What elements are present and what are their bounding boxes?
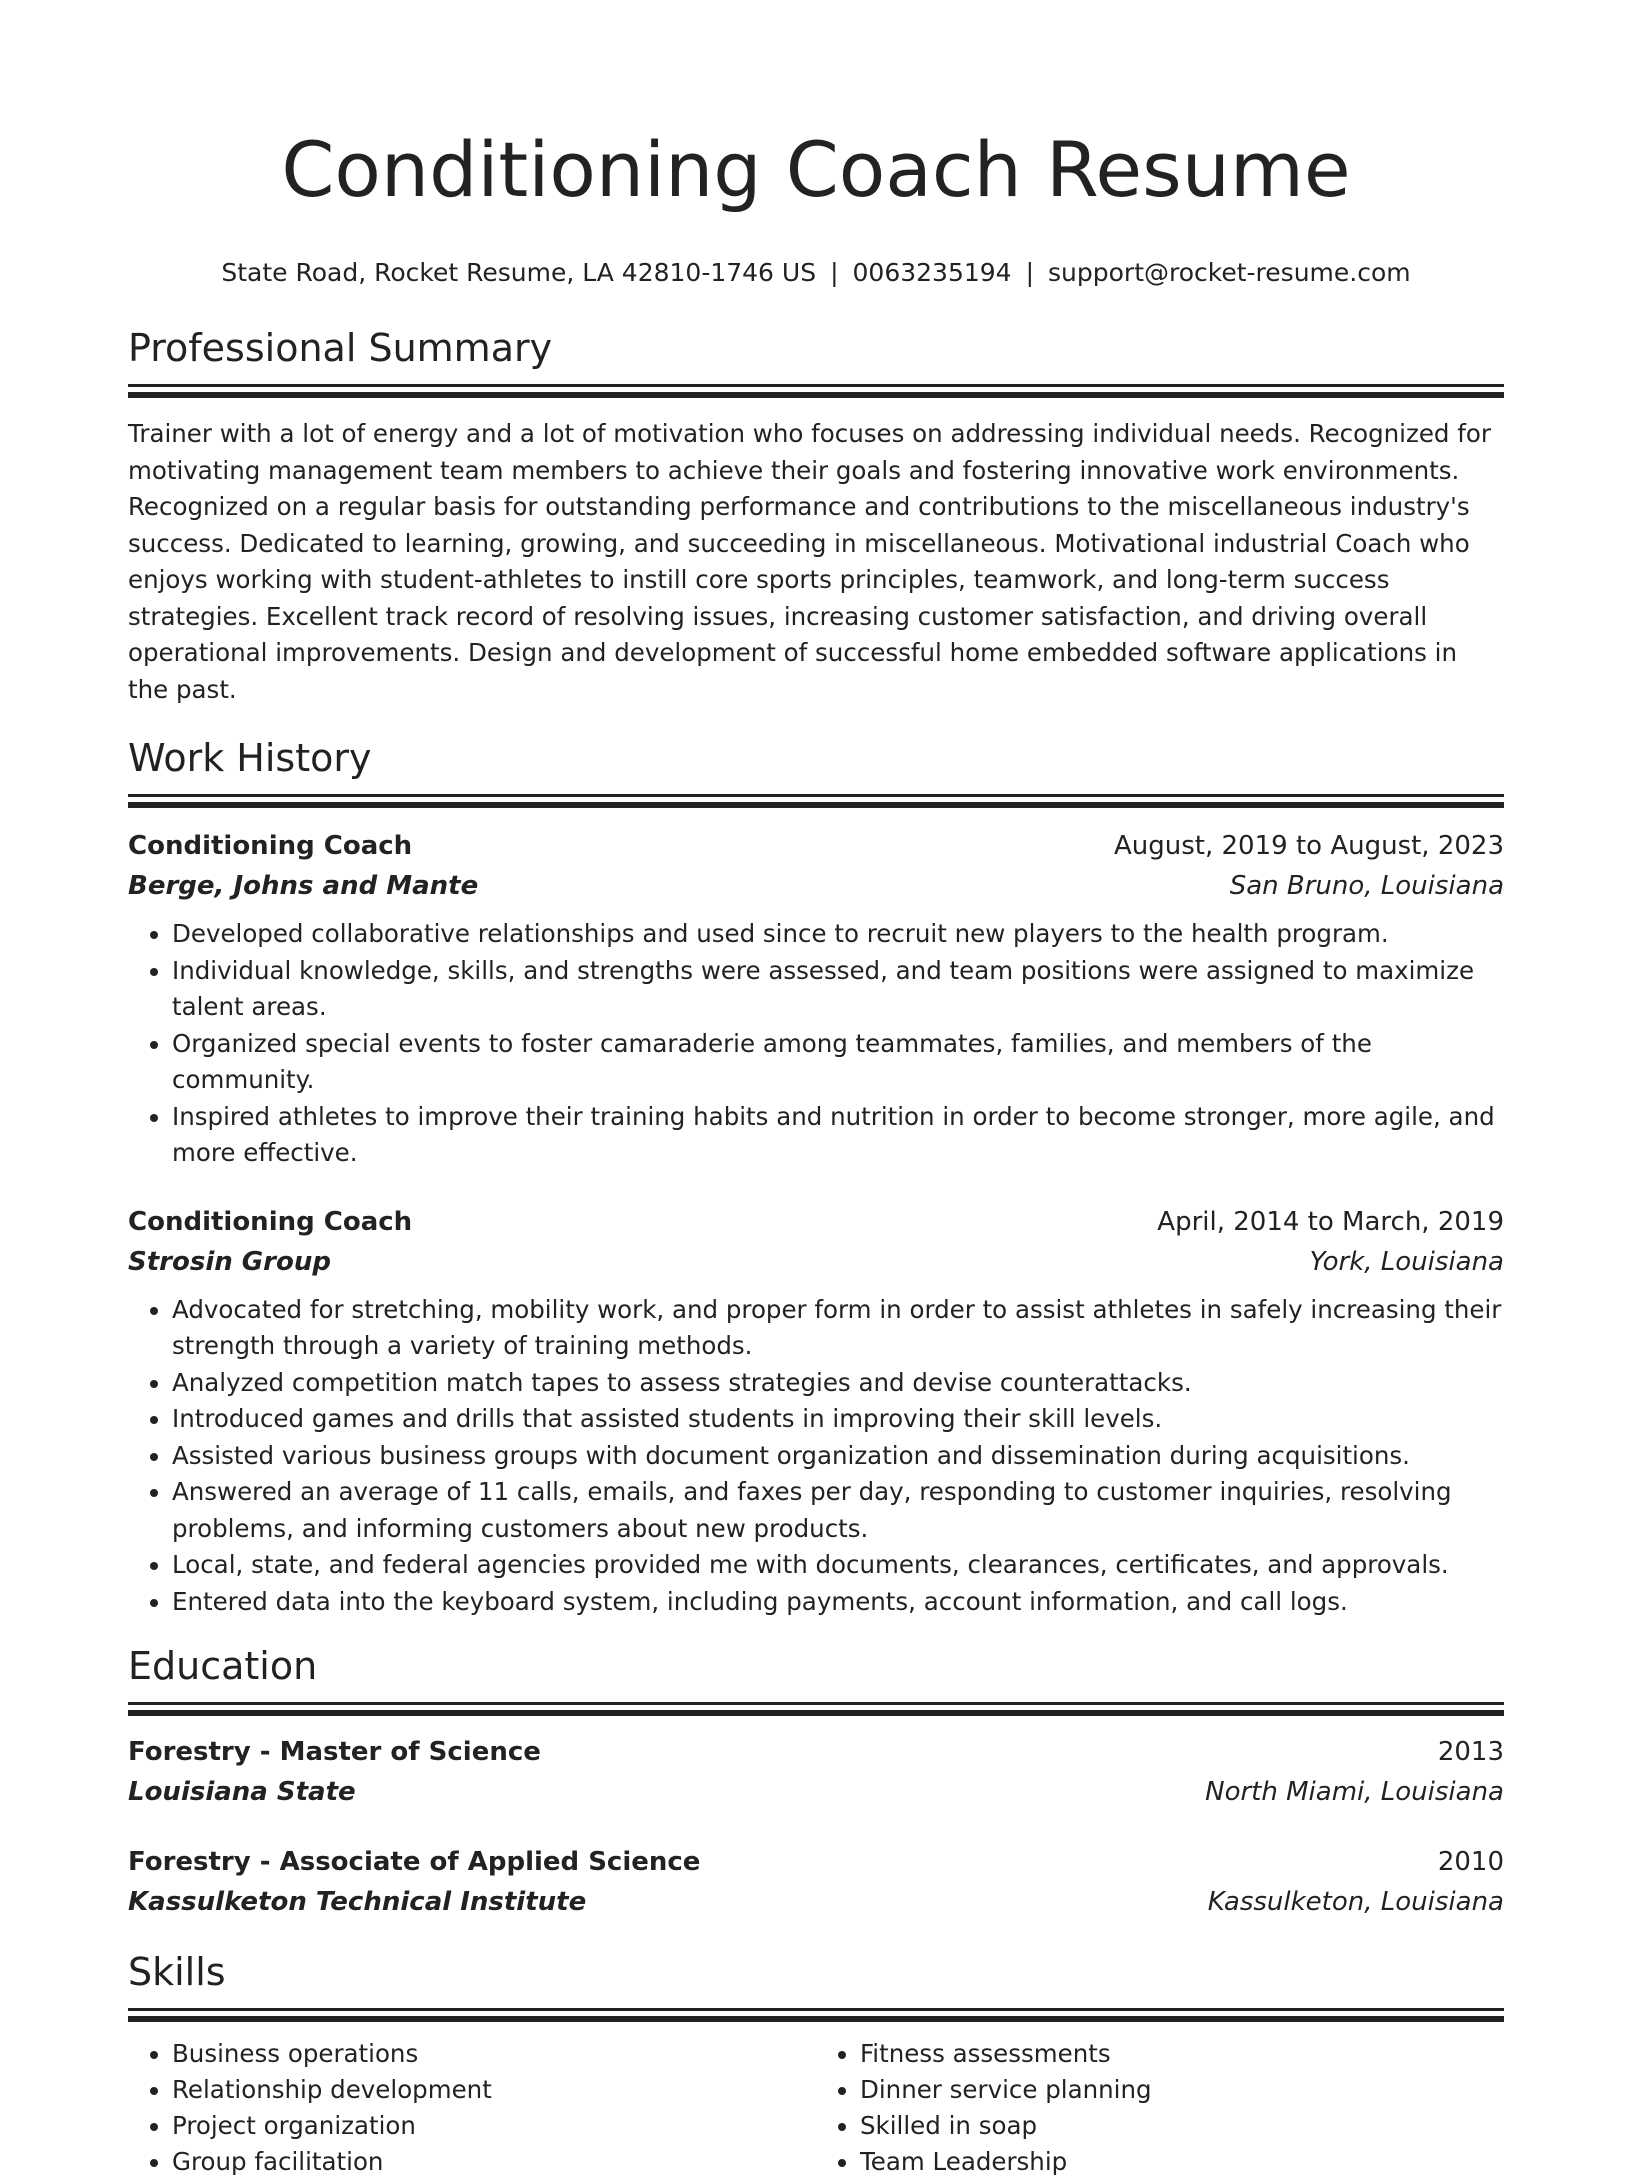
education-subheader — [128, 1882, 1504, 1922]
skills-section — [128, 1948, 1504, 2180]
job-title: Conditioning Coach — [128, 831, 413, 861]
list-item: • Organized special events to foster camaraderie among teammates, families, and members of the community. — [172, 1026, 1504, 1099]
education-year: 2013 — [1437, 1737, 1504, 1767]
skill-item: • Team Leadership — [860, 2144, 1504, 2180]
list-item: • Individual knowledge, skills, and strengths were assessed, and team positions were assigned to maximize talent areas. — [172, 953, 1504, 1026]
education-degree: Forestry - Associate of Applied Science — [128, 1847, 701, 1877]
section-divider — [128, 1702, 1504, 1705]
skill-item: • Fitness assessments — [860, 2036, 1504, 2072]
education-school: Kassulketon Technical Institute — [128, 1887, 587, 1917]
list-item: • Advocated for stretching, mobility work, and proper form in order to assist athletes in safely increasing their strength through a variety of training methods. — [172, 1292, 1504, 1365]
section-divider — [128, 384, 1504, 387]
job-location: York, Louisiana — [1309, 1246, 1504, 1277]
summary-text: Trainer with a lot of energy and a lot of motivation who focuses on addressing individual needs. Recognized for motivating management team members to achieve their goals and fostering innovative work environments. Recognized on a regular basis for outstanding performance and contributions to the miscellaneous industry's success. Dedicated to learning, growing, and succeeding in miscellaneous. Motivational industrial Coach who enjoys working with student-athletes to instill core sports principles, teamwork, and long-term success strategies. Excellent track record of resolving issues, increasing customer satisfaction, and driving overall operational improvements. Design and development of successful home embedded software applications in the past. — [128, 419, 1491, 704]
section-divider — [128, 2008, 1504, 2011]
job-entry — [128, 1202, 1504, 1621]
contact-email[interactable]: support@rocket-resume.com — [1048, 258, 1411, 287]
job-header — [128, 1202, 1504, 1242]
education-degree: Forestry - Master of Science — [128, 1737, 541, 1767]
education-location: North Miami, Louisiana — [1205, 1777, 1504, 1807]
job-company: Berge, Johns and Mante — [128, 871, 479, 901]
section-divider-thick — [128, 392, 1504, 398]
skill-item: • Project organization — [172, 2108, 816, 2144]
education-header — [128, 1842, 1504, 1882]
section-divider-thick — [128, 802, 1504, 808]
contact-separator: | — [830, 258, 839, 287]
job-header — [128, 826, 1504, 866]
section-heading: Professional Summary — [128, 326, 553, 370]
job-dates: April, 2014 to March, 2019 — [1157, 1206, 1504, 1237]
list-item: • Inspired athletes to improve their training habits and nutrition in order to become stronger, more agile, and more effective. — [172, 1099, 1504, 1172]
contact-separator: | — [1025, 258, 1035, 287]
job-company: Strosin Group — [128, 1246, 331, 1277]
education-entry — [128, 1842, 1504, 1922]
list-item: • Developed collaborative relationships and used since to recruit new players to the health program. — [172, 916, 1504, 953]
work-history-section — [128, 734, 1504, 1620]
skill-item: • Business operations — [172, 2036, 816, 2072]
section-divider-thick — [128, 1710, 1504, 1716]
section-divider-thick — [128, 2016, 1504, 2022]
education-entry — [128, 1732, 1504, 1812]
education-subheader — [128, 1772, 1504, 1812]
list-item: • Entered data into the keyboard system, including payments, account information, and call logs. — [172, 1584, 1504, 1621]
list-item: • Analyzed competition match tapes to assess strategies and devise counterattacks. — [172, 1365, 1504, 1402]
education-section — [128, 1642, 1504, 1922]
job-entry — [128, 826, 1504, 1172]
contact-address: State Road, Rocket Resume, LA 42810-1746 US — [221, 258, 817, 287]
list-item: • Assisted various business groups with document organization and dissemination during acquisitions. — [172, 1438, 1504, 1475]
skill-item: • Group facilitation — [172, 2144, 816, 2180]
list-item: • Local, state, and federal agencies provided me with documents, clearances, certificates, and approvals. — [172, 1547, 1504, 1584]
education-location: Kassulketon, Louisiana — [1207, 1887, 1504, 1917]
skills-column-right — [816, 2036, 1504, 2180]
skills-column-left — [128, 2036, 816, 2180]
education-header — [128, 1732, 1504, 1772]
skill-item: • Dinner service planning — [860, 2072, 1504, 2108]
skill-item: • Relationship development — [172, 2072, 816, 2108]
section-heading: Work History — [128, 736, 372, 780]
job-title: Conditioning Coach — [128, 1206, 413, 1237]
education-year: 2010 — [1437, 1847, 1504, 1877]
contact-phone: 0063235194 — [852, 258, 1012, 287]
section-divider — [128, 794, 1504, 797]
list-item: • Introduced games and drills that assisted students in improving their skill levels. — [172, 1401, 1504, 1438]
page-title: Conditioning Coach Resume — [281, 125, 1351, 214]
skills-list — [128, 2036, 1504, 2180]
skill-item: • Skilled in soap — [860, 2108, 1504, 2144]
list-item: • Answered an average of 11 calls, emails, and faxes per day, responding to customer inquiries, resolving problems, and informing customers about new products. — [172, 1474, 1504, 1547]
section-heading: Skills — [128, 1950, 226, 1994]
job-duties — [128, 1292, 1504, 1621]
job-dates: August, 2019 to August, 2023 — [1114, 831, 1504, 861]
summary-section — [128, 324, 1504, 708]
job-subheader — [128, 866, 1504, 906]
section-heading: Education — [128, 1644, 318, 1688]
education-school: Louisiana State — [128, 1777, 356, 1807]
job-location: San Bruno, Louisiana — [1229, 871, 1504, 901]
contact-line — [128, 256, 1504, 290]
job-subheader — [128, 1242, 1504, 1282]
job-duties — [128, 916, 1504, 1172]
